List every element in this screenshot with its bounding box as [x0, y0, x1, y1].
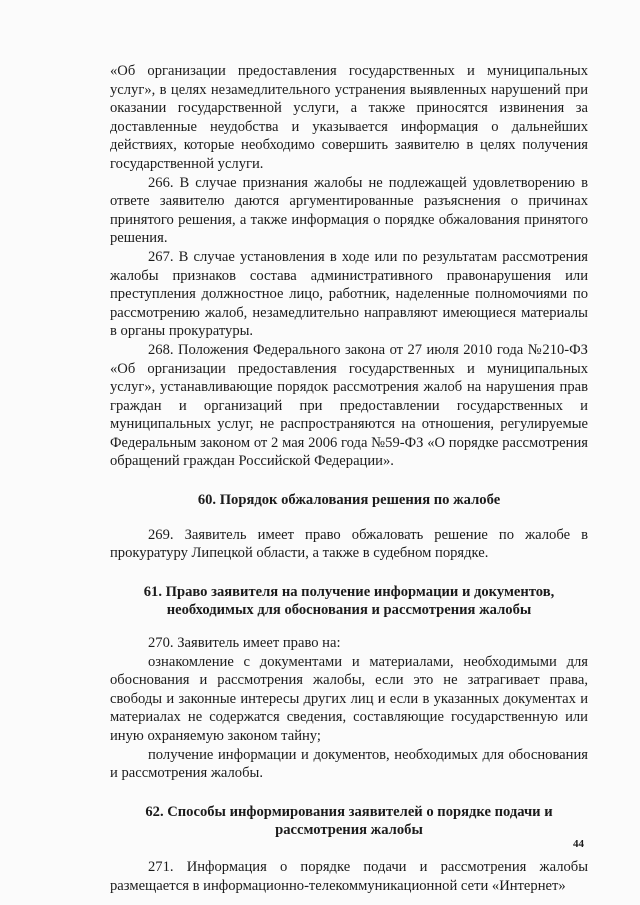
paragraph-270: 270. Заявитель имеет право на: [148, 635, 341, 652]
paragraph-270-item-2: получение информации и документов, необходимых для обоснования и рассмотрения жалобы. [110, 746, 588, 782]
paragraph-271: 271. Информация о порядке подачи и рассмотрения жалобы размещается в информационно-телекоммуникационной сети «Интернет» [110, 858, 588, 894]
section-heading-62: 62. Способы информирования заявителей о порядке подачи и рассмотрения жалобы [145, 803, 553, 839]
page-body [110, 62, 588, 895]
section-heading-61: 61. Право заявителя на получение информации и документов, необходимых для обоснования и рассмотрения жалобы [143, 583, 555, 619]
page-number: 44 [573, 838, 584, 850]
paragraph-266: 266. В случае признания жалобы не подлежащей удовлетворению в ответе заявителю даются аргументированные разъяснения о причинах принятого решения, а также информация о порядке обжалования принятого решения. [110, 174, 588, 247]
paragraph-270-item-1: ознакомление с документами и материалами, необходимыми для обоснования и рассмотрения жалобы, если это не затрагивает права, свободы и законные интересы других лиц и если в указанных документах и материалах не содержатся сведения, составляющие государственную или иную охраняемую законом тайну; [110, 653, 588, 744]
paragraph-268: 268. Положения Федерального закона от 27 июля 2010 года №210-ФЗ «Об организации предоставления государственных и муниципальных услуг», устанавливающие порядок рассмотрения жалоб на нарушения прав граждан и организаций при предоставлении государственных и муниципальных услуг, не распространяются на отношения, регулируемые Федеральным законом от 2 мая 2006 года №59-ФЗ «О порядке рассмотрения обращений граждан Российской Федерации». [110, 341, 588, 470]
paragraph-continuation: «Об организации предоставления государственных и муниципальных услуг», в целях незамедлительного устранения выявленных нарушений при оказании государственной услуги, а также приносятся извинения за доставленные неудобства и указывается информация о дальнейших действиях, которые необходимо совершить заявителю в целях получения государственной услуги. [110, 63, 588, 172]
paragraph-269: 269. Заявитель имеет право обжаловать решение по жалобе в прокуратуру Липецкой области, а также в судебном порядке. [110, 526, 588, 562]
section-heading-60: 60. Порядок обжалования решения по жалобе [197, 492, 501, 509]
paragraph-267: 267. В случае установления в ходе или по результатам рассмотрения жалобы признаков состава административного правонарушения или преступления должностное лицо, работник, наделенные полномочиями по рассмотрению жалоб, незамедлительно направляют имеющиеся материалы в органы прокуратуры. [110, 248, 588, 340]
